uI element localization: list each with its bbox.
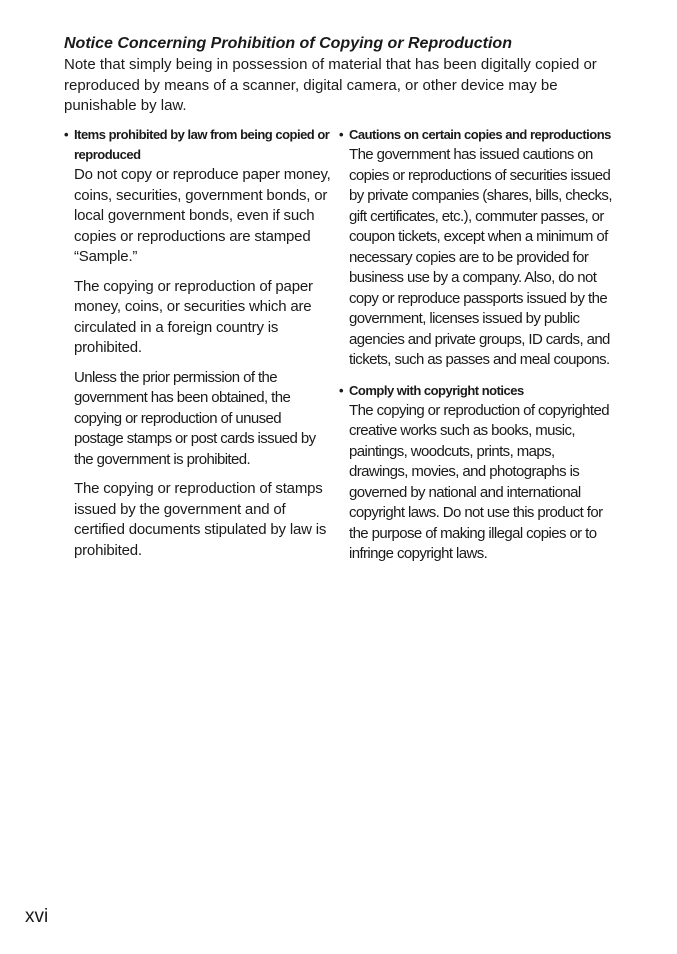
item-paragraph: The government has issued cautions on copies or reproductions of securities issued by private companies (shares, bills, checks, gift certificates, etc.), commuter passes, or coupon tickets, except when a minimum of necessary copies are to be provided for business use by a company. Also, do not copy or reproduce passports issued by the government, licenses issued by public agencies and private groups, ID cards, and tickets, such as passes and meal coupons. — [349, 146, 612, 368]
item-paragraph: Do not copy or reproduce paper money, coins, securities, government bonds, or local government bonds, even if such copies or reproductions are stamped “Sample.” — [74, 166, 331, 265]
item-paragraph: Unless the prior permission of the government has been obtained, the copying or reproduction of unused postage stamps or post cards issued by the government is prohibited. — [74, 368, 316, 468]
list-item-cautions — [339, 125, 614, 371]
item-heading: Comply with copyright notices — [349, 382, 524, 398]
intro-paragraph: Note that simply being in possession of material that has been digitally copied or reproduced by means of a scanner, digital camera, or other device may be punishable by law. — [64, 56, 597, 114]
bullet-icon: • — [64, 127, 69, 142]
list-item-prohibited-items — [64, 125, 332, 561]
item-paragraph: The copying or reproduction of stamps issued by the government and of certified documents stipulated by law is prohibited. — [74, 480, 327, 559]
item-heading: Items prohibited by law from being copied or reproduced — [74, 127, 330, 162]
item-heading: Cautions on certain copies and reproductions — [349, 127, 611, 142]
bullet-icon: • — [339, 127, 344, 142]
list-item-copyright — [339, 381, 614, 565]
bullet-icon: • — [339, 382, 344, 398]
page-number: xvi — [25, 906, 49, 927]
right-column — [339, 125, 614, 574]
page-title: Notice Concerning Prohibition of Copying or Reproduction — [64, 35, 512, 52]
item-paragraph: The copying or reproduction of copyrighted creative works such as books, music, paintings, woodcuts, prints, maps, drawings, movies, and photographs is governed by national and international copyright laws. Do not use this product for the purpose of making illegal copies or to infringe copyright laws. — [349, 401, 609, 562]
item-paragraph: The copying or reproduction of paper money, coins, or securities which are circulated in a foreign country is prohibited. — [74, 277, 313, 356]
left-column — [64, 125, 332, 570]
